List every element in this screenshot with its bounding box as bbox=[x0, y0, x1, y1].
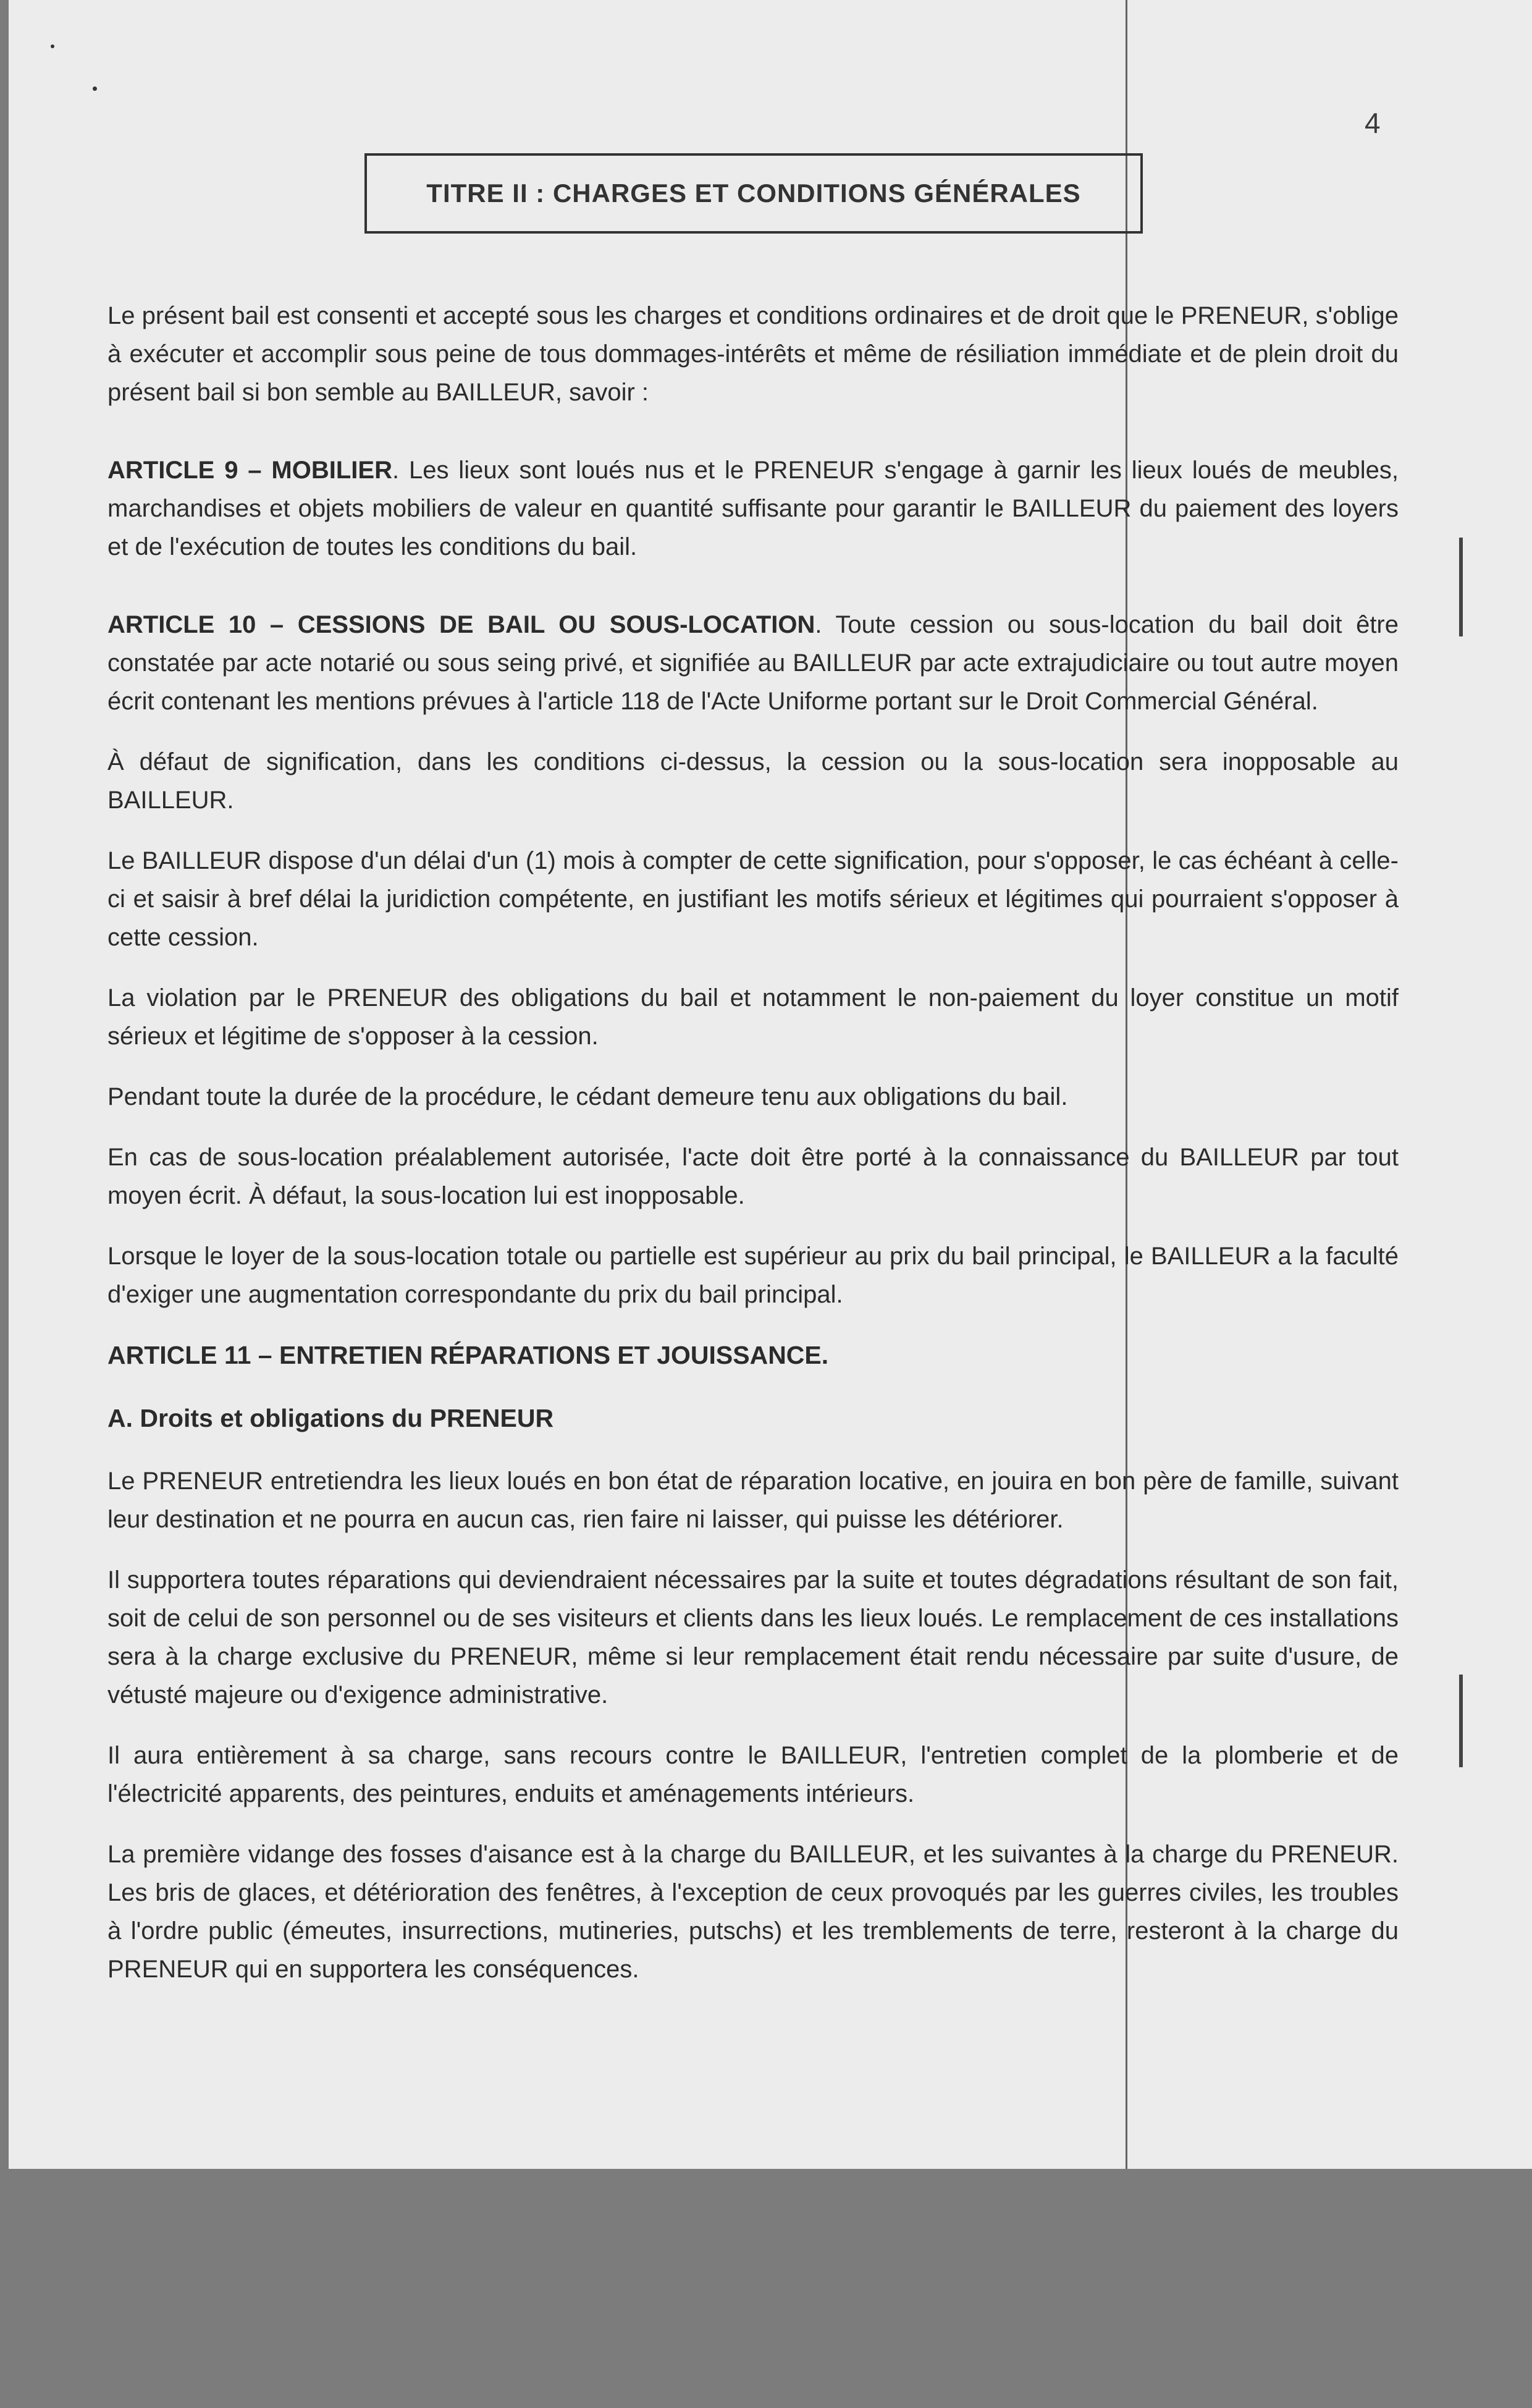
document-page bbox=[9, 0, 1532, 2169]
article-11-paragraph: La première vidange des fosses d'aisance est à la charge du BAILLEUR, et les suivantes à la charge du PRENEUR. Les bris de glaces, et détérioration des fenêtres, à l'exception de ceux provoqués par les guerres civiles, les troubles à l'ordre public (émeutes, insurrections, mutineries, putschs) et les tremblements de terre, resteront à la charge du PRENEUR qui en supportera les conséquences. bbox=[107, 1841, 1399, 1983]
article-11-paragraph: Il supportera toutes réparations qui deviendraient nécessaires par la suite et toutes dégradations résultant de son fait, soit de celui de son personnel ou de ses visiteurs et clients dans les lieux loués. Le remplacement de ces installations sera à la charge exclusive du PRENEUR, même si leur remplacement était rendu nécessaire par suite d'usure, de vétusté majeure ou d'exigence administrative. bbox=[107, 1566, 1399, 1709]
document-body bbox=[107, 297, 1399, 2011]
article-9 bbox=[107, 451, 1399, 566]
scan-background bbox=[0, 2169, 1532, 2408]
article-10-paragraph: À défaut de signification, dans les conditions ci-dessus, la cession ou la sous-location sera inopposable au BAILLEUR. bbox=[107, 748, 1399, 814]
intro-paragraph: Le présent bail est consenti et accepté sous les charges et conditions ordinaires et de droit que le PRENEUR, s'oblige à exécuter et accomplir sous peine de tous dommages-intérêts et même de résiliation immédiate et de plein droit du présent bail si bon semble au BAILLEUR, savoir : bbox=[107, 302, 1399, 406]
article-11-paragraph: Il aura entièrement à sa charge, sans recours contre le BAILLEUR, l'entretien complet de la plomberie et de l'électricité apparents, des peintures, enduits et aménagements intérieurs. bbox=[107, 1742, 1399, 1807]
article-10 bbox=[107, 606, 1399, 720]
scan-speck bbox=[51, 44, 54, 48]
article-10-paragraph: Le BAILLEUR dispose d'un délai d'un (1) mois à compter de cette signification, pour s'opposer, le cas échéant à celle-ci et saisir à bref délai la juridiction compétente, en justifiant les motifs sérieux et légitimes qui pourraient s'opposer à cette cession. bbox=[107, 847, 1399, 951]
article-10-paragraph: En cas de sous-location préalablement autorisée, l'acte doit être porté à la connaissance du BAILLEUR par tout moyen écrit. À défaut, la sous-location lui est inopposable. bbox=[107, 1144, 1399, 1209]
article-10-paragraph: Pendant toute la durée de la procédure, le cédant demeure tenu aux obligations du bail. bbox=[107, 1083, 1068, 1110]
article-11-subheading: A. Droits et obligations du PRENEUR bbox=[107, 1404, 554, 1432]
margin-mark bbox=[1459, 538, 1463, 636]
article-10-paragraph: La violation par le PRENEUR des obligations du bail et notamment le non-paiement du loyer constitue un motif sérieux et légitime de s'opposer à la cession. bbox=[107, 984, 1399, 1050]
page-number: 4 bbox=[1365, 107, 1381, 139]
article-11-paragraph: Le PRENEUR entretiendra les lieux loués en bon état de réparation locative, en jouira en bon père de famille, suivant leur destination et ne pourra en aucun cas, rien faire ni laisser, qui puisse les détériorer. bbox=[107, 1468, 1399, 1533]
article-10-text: . Toute cession ou sous-location du bail doit être constatée par acte notarié ou sous seing privé, et signifiée au BAILLEUR par acte extrajudiciaire ou tout autre moyen écrit contenant les mentions prévues à l'article 118 de l'Acte Uniforme portant sur le Droit Commercial Général. bbox=[107, 611, 1399, 715]
article-9-text: . Les lieux sont loués nus et le PRENEUR s'engage à garnir les lieux loués de meubles, marchandises et objets mobiliers de valeur en quantité suffisante pour garantir le BAILLEUR du paiement des loyers et de l'exécution de toutes les conditions du bail. bbox=[107, 457, 1399, 560]
scan-speck bbox=[93, 87, 97, 91]
article-10-paragraph: Lorsque le loyer de la sous-location totale ou partielle est supérieur au prix du bail principal, le BAILLEUR a la faculté d'exiger une augmentation correspondante du prix du bail principal. bbox=[107, 1243, 1399, 1308]
margin-mark bbox=[1459, 1675, 1463, 1767]
article-9-heading: ARTICLE 9 – MOBILIER bbox=[107, 457, 392, 484]
article-11-heading: ARTICLE 11 – ENTRETIEN RÉPARATIONS ET JOUISSANCE. bbox=[107, 1341, 829, 1369]
title-box bbox=[364, 153, 1143, 234]
article-10-heading: ARTICLE 10 – CESSIONS DE BAIL OU SOUS-LOCATION bbox=[107, 611, 815, 638]
page-title: TITRE II : CHARGES ET CONDITIONS GÉNÉRALES bbox=[426, 179, 1081, 208]
